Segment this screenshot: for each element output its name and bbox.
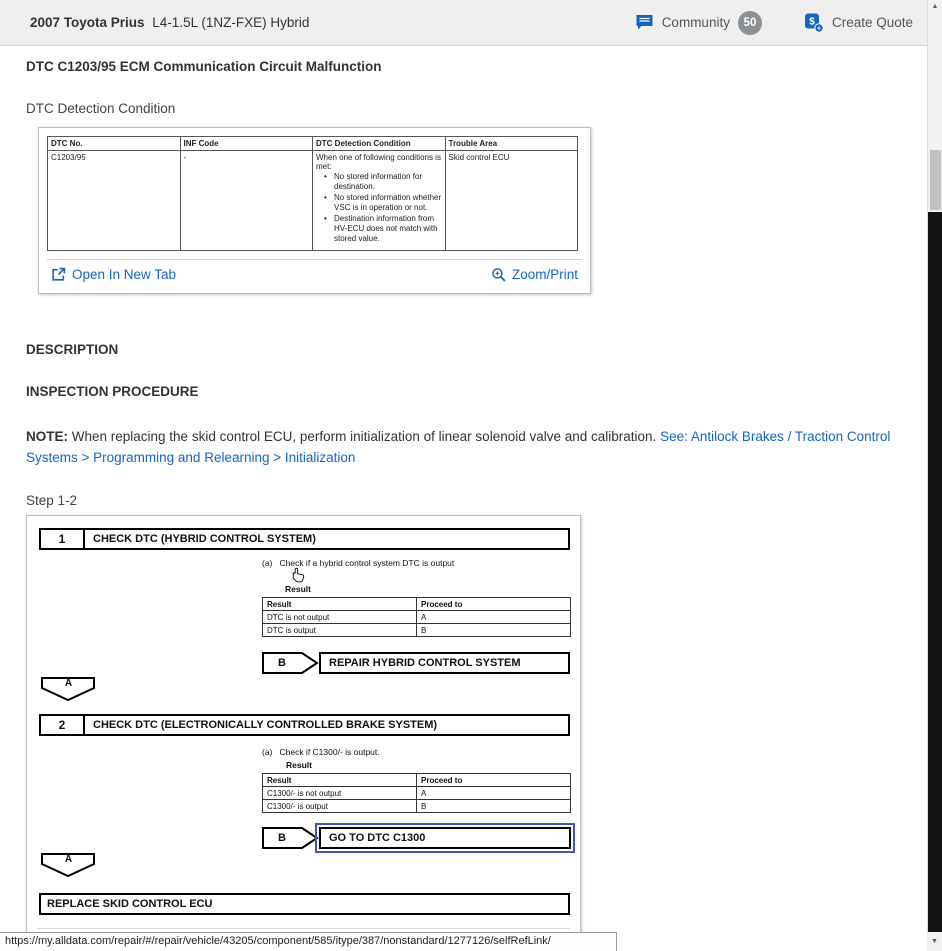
condition-item: • Destination information from HV-ECU does not match with stored value. — [324, 214, 442, 245]
table-row — [263, 787, 571, 800]
result2-row1-result: C1300/- is not output — [263, 787, 417, 800]
dtc-table — [47, 136, 578, 251]
scrollbar-thumb[interactable] — [930, 150, 941, 210]
result2-row1-proceed: A — [417, 787, 571, 800]
create-quote-icon — [804, 13, 824, 33]
a1-connector — [41, 677, 96, 702]
result2-row2-proceed: B — [417, 800, 571, 813]
repair-hybrid-box: REPAIR HYBRID CONTROL SYSTEM — [319, 652, 570, 674]
inf-code-cell: - — [180, 151, 313, 251]
b1-letter: B — [278, 657, 286, 669]
note-text: When replacing the skid control ECU, perform initialization of linear solenoid valve and calibration. — [68, 429, 661, 444]
a2-connector — [41, 853, 96, 878]
condition-item: • No stored information whether VSC is in operation or not. — [324, 193, 442, 214]
result2-label: Result — [286, 760, 312, 770]
inspection-flowchart-panel — [26, 515, 581, 932]
zoom-print-link-1[interactable] — [491, 267, 578, 282]
scrollbar-up-arrow[interactable]: ▲ — [931, 3, 939, 10]
svg-text:$: $ — [809, 16, 815, 27]
result1-table — [262, 597, 571, 637]
svg-text:+: + — [816, 23, 822, 33]
status-url-tooltip: https://my.alldata.com/repair/#/repair/vehicle/43205/component/585/itype/387/nonstandard/1277126/selfRefLink/ — [0, 932, 617, 951]
step-range-label: Step 1-2 — [26, 493, 78, 508]
step2-box — [39, 714, 570, 736]
note-see-link[interactable]: See: Antilock Brakes / Traction Control Systems > Programming and Relearning > Initialization — [26, 429, 891, 465]
hand-cursor-icon — [292, 567, 305, 583]
result1-th-proceed: Proceed to — [417, 598, 571, 611]
open-in-new-tab-link-1[interactable] — [51, 267, 176, 282]
scrollbar-dark-region — [928, 212, 942, 932]
table-row — [48, 151, 578, 251]
b2-letter: B — [278, 832, 286, 844]
topbar-actions — [635, 11, 913, 35]
table-row — [263, 611, 571, 624]
dtc-detection-panel — [38, 127, 591, 294]
community-button[interactable] — [635, 11, 762, 35]
note-label: NOTE: — [26, 429, 68, 444]
detection-condition-label: DTC Detection Condition — [26, 101, 176, 116]
go-to-dtc-c1300-box[interactable]: GO TO DTC C1300 — [319, 827, 571, 849]
condition-cell — [313, 151, 446, 251]
a2-letter: A — [64, 854, 73, 865]
result2-th-result: Result — [263, 774, 417, 787]
step2-number: 2 — [41, 716, 85, 734]
zoom-print-icon — [491, 267, 506, 282]
condition-intro: When one of following conditions is met: — [316, 153, 441, 171]
condition-item: • No stored information for destination. — [324, 172, 442, 193]
main-content — [0, 46, 927, 932]
result1-row1-proceed: A — [417, 611, 571, 624]
step1-box — [39, 528, 570, 550]
result1-header-row — [263, 598, 571, 611]
step1-title: CHECK DTC (HYBRID CONTROL SYSTEM) — [93, 533, 316, 545]
dtc-th-no: DTC No. — [48, 137, 181, 151]
scrollbar-down-arrow[interactable]: ▼ — [927, 932, 942, 951]
result2-th-proceed: Proceed to — [417, 774, 571, 787]
community-icon — [635, 14, 654, 31]
inspection-procedure-heading: INSPECTION PROCEDURE — [26, 384, 199, 399]
result1-row1-result: DTC is not output — [263, 611, 417, 624]
result1-th-result: Result — [263, 598, 417, 611]
note-paragraph — [26, 426, 906, 468]
step1-number: 1 — [41, 530, 85, 548]
b2-connector — [262, 827, 319, 849]
replace-skid-control-ecu-box: REPLACE SKID CONTROL ECU — [39, 893, 570, 915]
result2-header-row — [263, 774, 571, 787]
dtc-th-condition: DTC Detection Condition — [313, 137, 446, 151]
vehicle-name: 2007 Toyota Prius — [30, 15, 145, 30]
community-count-badge: 50 — [738, 11, 762, 35]
zoom-print-label: Zoom/Print — [511, 267, 578, 282]
description-heading: DESCRIPTION — [26, 342, 119, 357]
vehicle-title — [30, 15, 309, 30]
condition-list — [316, 172, 442, 245]
table-row — [263, 800, 571, 813]
create-quote-button[interactable] — [804, 13, 913, 33]
open-in-new-tab-label: Open In New Tab — [72, 267, 177, 282]
dtc-th-trouble: Trouble Area — [445, 137, 578, 151]
result2-row2-result: C1300/- is output — [263, 800, 417, 813]
vehicle-engine: L4-1.5L (1NZ-FXE) Hybrid — [148, 15, 310, 30]
panel-footer — [47, 259, 582, 285]
table-row — [263, 624, 571, 637]
step1-instruction: (a) Check if a hybrid control system DTC is output — [262, 558, 455, 568]
result2-table — [262, 773, 571, 813]
vertical-scrollbar[interactable] — [927, 0, 942, 932]
create-quote-label: Create Quote — [831, 15, 913, 30]
flowchart — [39, 528, 570, 918]
step2-title: CHECK DTC (ELECTRONICALLY CONTROLLED BRAKE SYSTEM) — [93, 719, 438, 731]
page-title: DTC C1203/95 ECM Communication Circuit Malfunction — [26, 59, 382, 74]
dtc-no-cell: C1203/95 — [48, 151, 181, 251]
step2-instruction: (a) Check if C1300/- is output. — [262, 747, 380, 757]
result1-row2-result: DTC is output — [263, 624, 417, 637]
a1-letter: A — [64, 678, 73, 689]
dtc-table-header-row — [48, 137, 578, 151]
result1-row2-proceed: B — [417, 624, 571, 637]
open-in-new-tab-icon — [51, 267, 66, 282]
top-bar — [0, 0, 927, 46]
result1-label: Result — [285, 584, 311, 594]
b1-connector — [262, 652, 319, 674]
community-label: Community — [661, 15, 730, 30]
trouble-area-cell: Skid control ECU — [445, 151, 578, 251]
dtc-th-inf: INF Code — [180, 137, 313, 151]
